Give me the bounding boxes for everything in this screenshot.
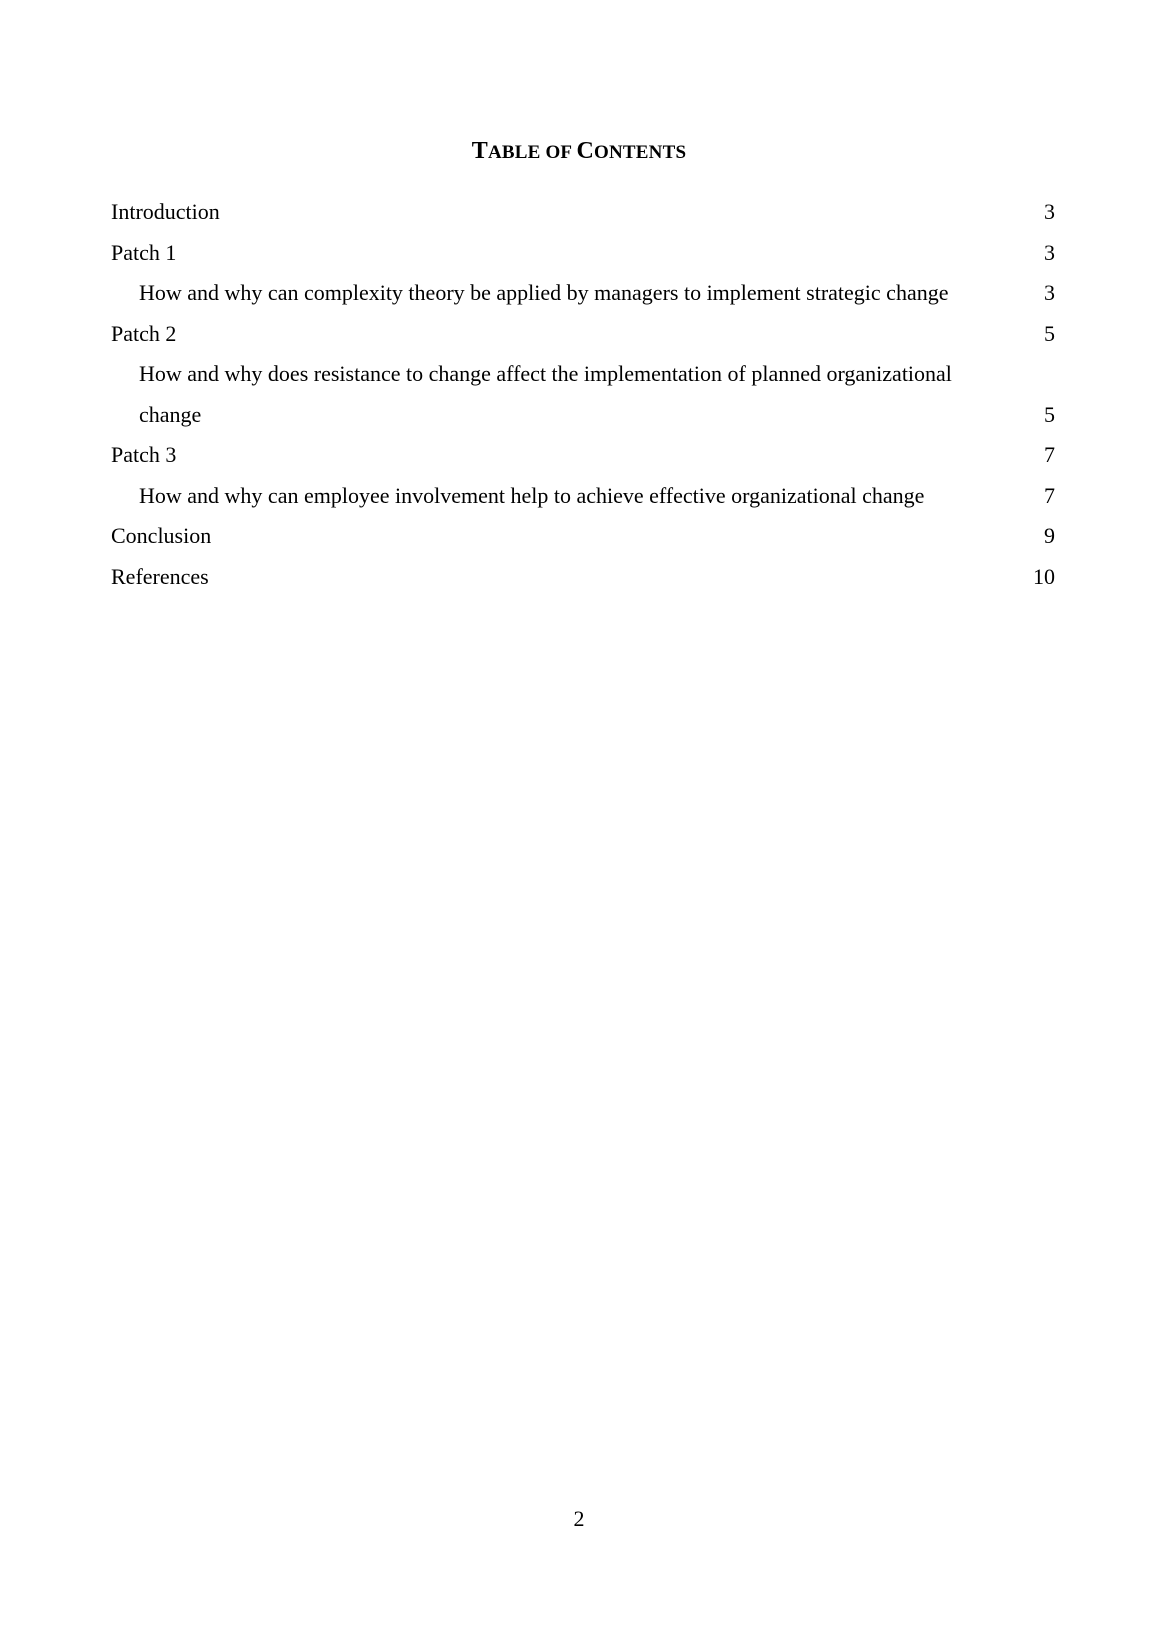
toc-title-part: ABLE OF	[487, 142, 577, 163]
toc-entry-label: Patch 2	[111, 320, 177, 346]
toc-entry-page: 3	[1043, 273, 1055, 314]
toc-entry-introduction[interactable]	[111, 192, 1055, 233]
toc-title	[0, 136, 1158, 168]
toc-entry-page: 3	[1043, 233, 1055, 274]
toc-entry-resistance-to-change[interactable]	[111, 354, 1055, 435]
toc-entry-label: Patch 3	[111, 442, 177, 467]
toc-entry-patch-3[interactable]	[111, 435, 1055, 476]
toc-entry-page: 3	[1043, 192, 1055, 233]
toc-entry-complexity-theory[interactable]	[111, 273, 1055, 314]
toc-entry-label: Introduction	[111, 199, 220, 224]
toc-entry-employee-involvement[interactable]	[111, 476, 1055, 517]
toc-entry-label: How and why can complexity theory be applied by managers to implement strategic change	[139, 280, 949, 305]
toc-entry-patch-1[interactable]	[111, 233, 1055, 274]
toc-title-part: ONTENTS	[594, 142, 687, 163]
toc-entry-conclusion[interactable]	[111, 516, 1055, 557]
toc-entry-page: 9	[1043, 516, 1055, 557]
toc-title-part: T	[471, 138, 488, 164]
page-number: 2	[573, 1506, 585, 1531]
toc-entry-label: Conclusion	[111, 523, 212, 548]
toc-title-part: C	[576, 138, 595, 164]
toc-entry-label: Patch 1	[111, 239, 177, 265]
toc-entry-references[interactable]	[111, 557, 1055, 598]
toc-entry-page: 7	[1043, 476, 1055, 517]
toc-entry-label: References	[111, 563, 209, 589]
toc-entry-page: 10	[1032, 557, 1055, 598]
toc-entry-label: How and why can employee involvement help to achieve effective organizational change	[139, 482, 925, 508]
toc-entry-label-line-2: change	[139, 401, 202, 427]
toc-list	[111, 192, 1055, 597]
toc-entry-page: 5	[1043, 314, 1055, 355]
toc-entry-label-line-1: How and why does resistance to change affect the implementation of planned organizational	[139, 361, 952, 386]
toc-entry-page: 7	[1043, 435, 1055, 476]
toc-entry-patch-2[interactable]	[111, 314, 1055, 355]
toc-entry-page: 5	[1043, 395, 1055, 436]
